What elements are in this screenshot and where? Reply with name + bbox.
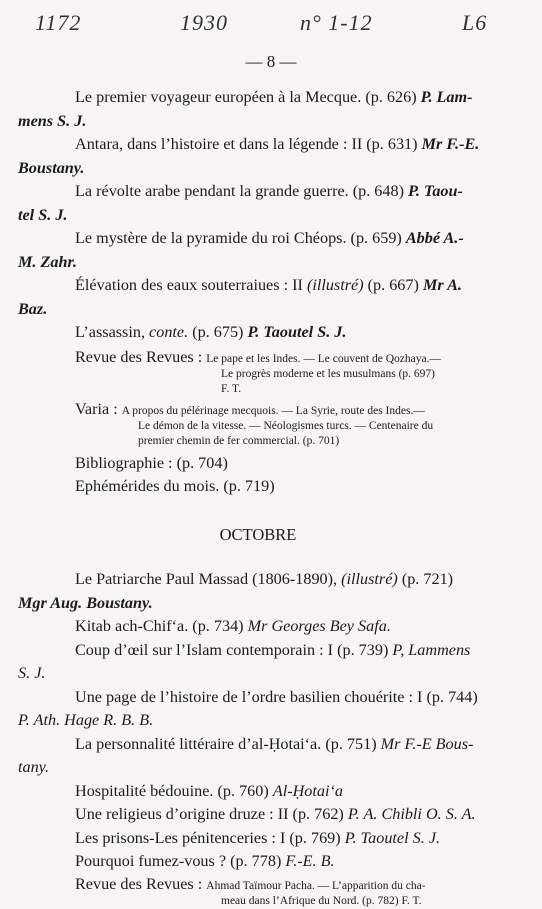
entry-author: P, Lammens [392,640,471,659]
entry-author: Mr F.-E. [421,135,480,153]
entry-title: La personnalité littéraire d’al-Ḥotai‘a. (p. 751) [75,734,381,753]
entry-page: (p. 667) [363,276,423,294]
entry-author: mens S. J. [18,111,87,130]
entry-title: Antara, dans l’histoire et dans la légende : II (p. 631) [75,135,422,153]
handwritten-note: 1172 [35,10,82,35]
list-item [18,568,498,615]
page-number: — 8 — [245,52,297,71]
entry-author: F.-E. B. [285,852,335,870]
handwritten-note: 1930 [180,10,228,35]
entry-note: (illustré) [306,276,364,294]
list-item [18,686,498,733]
list-item [18,86,498,133]
list-item [18,401,498,449]
section-heading: OCTOBRE [219,524,297,544]
section-label: Revue des Revues : [75,347,207,366]
list-item [18,274,498,321]
list-item: Ephémérides du mois. (p. 719) [75,477,275,495]
entry-note: conte. [149,323,189,341]
entry-text: Ahmad Taïmour Pacha. — L’apparition du cha- [206,879,426,892]
entry-title: Le Patriarche Paul Massad (1806-1890), [75,570,342,588]
entry-author: Baz. [18,299,48,318]
list-item [18,733,498,780]
entry-author: Mr A. [422,276,462,294]
entry-text: Le démon de la vitesse. — Néologismes turcs. — Centenaire du [138,419,434,432]
entry-title: Kitab ach-Chif‘a. (p. 734) [75,617,248,635]
entry-title: Hospitalité bédouine. (p. 760) [75,781,273,800]
handwritten-note: n° 1-12 [300,10,373,35]
entry-author: P. Taoutel S. J. [344,828,441,847]
list-item [18,780,498,804]
entry-author: Al-Ḥotai‘a [272,781,343,800]
list-item [18,133,498,180]
entry-author: P. A. Chibli O. S. A. [347,805,476,823]
handwritten-note: L6 [462,10,488,35]
entry-text: A propos du pélérinage mecquois. — La Syrie, route des Indes.— [121,404,425,417]
entry-text: Le pape et les Indes. — Le couvent de Qozhaya.— [206,352,441,365]
section-label: Revue des Revues : [75,874,207,893]
list-item: Bibliographie : (p. 704) [75,453,228,472]
list-item [18,227,498,274]
list-item [18,615,498,639]
entry-text: meau dans l’Afrique du Nord. (p. 782) F. T. [221,894,422,907]
entry-author: P. Taou- [408,182,463,200]
list-item [18,876,498,909]
entry-author: Mgr Aug. Boustany. [18,593,153,612]
entry-title: Pourquoi fumez-vous ? (p. 778) [75,852,286,870]
entry-author: Abbé A.- [405,229,464,247]
entry-page: (p. 721) [397,570,454,588]
entry-text: Le progrès moderne et les musulmans (p. 697) [221,367,435,380]
entry-author: tel S. J. [18,205,68,224]
entry-title: Les prisons-Les pénitenceries : I (p. 769) [75,828,345,847]
entry-page: (p. 675) [188,323,248,341]
entry-title: Une religieus d’origine druze : II (p. 762) [75,805,348,823]
entry-text: premier chemin de fer commercial. (p. 701) [138,434,340,447]
entry-title: La révolte arabe pendant la grande guerre. (p. 648) [75,182,409,200]
list-item [18,827,498,851]
list-item [18,803,498,827]
entry-title: Le mystère de la pyramide du roi Chéops. (p. 659) [75,229,406,247]
entry-author: M. Zahr. [18,252,77,271]
entry-author: Boustany. [18,158,85,177]
entry-author: Mr Georges Bey Safa. [247,617,391,635]
entry-author: P. Ath. Hage R. B. B. [18,711,154,729]
section-label: Varia : [75,399,122,418]
list-item [18,180,498,227]
list-item [18,321,498,345]
table-of-contents [18,86,498,909]
entry-author: Mr F.-E Bous- [380,734,474,753]
entry-title: Élévation des eaux souterraiues : II [75,276,307,294]
entry-author: P. Taoutel S. J. [247,323,347,341]
entry-title: Une page de l’histoire de l’ordre basilien chouérite : I (p. 744) [75,687,478,706]
entry-title: Le premier voyageur européen à la Mecque. (p. 626) [75,88,421,106]
entry-author: tany. [18,758,50,776]
entry-note: (illustré) [341,570,398,588]
entry-title: Coup d’œil sur l’Islam contemporain : I (p. 739) [75,640,393,659]
entry-author: S. J. [18,664,46,682]
list-item [18,850,498,874]
entry-author: P. Lam- [420,88,473,106]
entry-title: L’assassin, [75,323,150,341]
entry-author: F. T. [221,382,242,395]
list-item [18,349,498,397]
list-item [18,639,498,686]
